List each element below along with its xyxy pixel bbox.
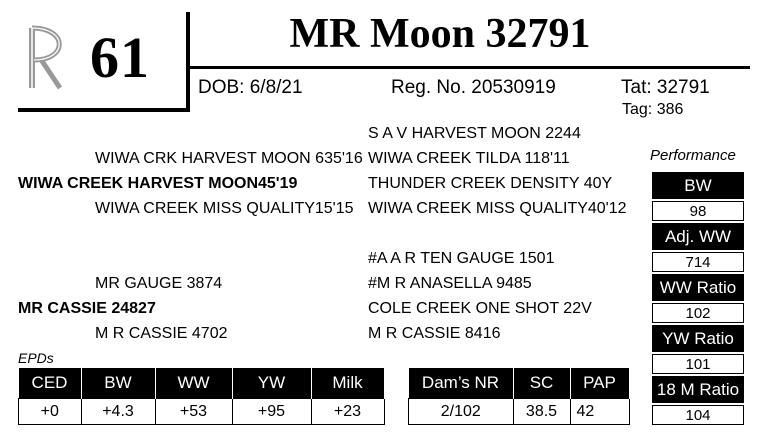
pedigree-dam-dam: M R CASSIE 4702 [95,325,228,342]
pedigree-dam-sire-sire: #A A R TEN GAUGE 1501 [368,250,555,267]
epd-value-ww: +53 [155,399,232,425]
pedigree-dam-sire-dam: #M R ANASELLA 9485 [368,275,532,292]
title-divider [190,66,750,69]
pedigree-sire-sire: WIWA CRK HARVEST MOON 635'16 [95,150,363,167]
pedigree-sire-dam-dam: WIWA CREEK MISS QUALITY40'12 [368,200,627,217]
dam-value-sc: 38.5 [513,399,570,425]
performance-heading: Performance [650,147,736,164]
perf-label-18m-ratio: 18 M Ratio [652,376,744,403]
pedigree-sire-dam-sire: THUNDER CREEK DENSITY 40Y [368,175,613,192]
epd-value-ced: +0 [19,399,82,425]
perf-value-adj-ww: 714 [652,252,744,272]
ranch-logo-icon [20,18,80,98]
perf-label-yw-ratio: YW Ratio [652,325,744,352]
dob-text: DOB: 6/8/21 [198,77,303,98]
pedigree-sire-dam: WIWA CREEK MISS QUALITY15'15 [95,200,354,217]
performance-panel [652,172,744,427]
epds-heading: EPDs [18,350,54,366]
perf-value-ww-ratio: 102 [652,303,744,323]
epd-header-ced: CED [19,368,82,399]
epd-header-milk: Milk [311,368,384,399]
epd-header-ww: WW [155,368,232,399]
dam-value-pap: 42 [570,399,629,425]
dam-stats-table [408,368,630,425]
perf-value-bw: 98 [652,201,744,221]
epd-value-yw: +95 [232,399,311,425]
tattoo-text: Tat: 32791 [621,77,710,98]
dam-header-nr: Dam’s NR [409,368,514,399]
pedigree-dam-sire: MR GAUGE 3874 [95,275,223,292]
pedigree-dam: MR CASSIE 24827 [18,300,156,317]
lot-number: 61 [90,25,150,90]
perf-value-18m-ratio: 104 [652,405,744,425]
epd-table [18,368,385,425]
perf-label-adj-ww: Adj. WW [652,223,744,250]
perf-value-yw-ratio: 101 [652,354,744,374]
dam-value-nr: 2/102 [409,399,514,425]
epd-header-bw: BW [81,368,155,399]
registration-number: Reg. No. 20530919 [391,77,556,98]
pedigree-sire-sire-sire: S A V HARVEST MOON 2244 [368,125,581,142]
epd-header-yw: YW [232,368,311,399]
dam-header-sc: SC [513,368,570,399]
epd-value-bw: +4.3 [81,399,155,425]
perf-label-bw: BW [652,172,744,199]
tag-text: Tag: 386 [622,101,684,118]
pedigree-dam-dam-dam: M R CASSIE 8416 [368,325,501,342]
pedigree-dam-dam-sire: COLE CREEK ONE SHOT 22V [368,300,592,317]
perf-label-ww-ratio: WW Ratio [652,274,744,301]
pedigree-sire-sire-dam: WIWA CREEK TILDA 118'11 [368,150,570,167]
pedigree-sire: WIWA CREEK HARVEST MOON45'19 [18,175,298,192]
lot-box [18,12,190,112]
dam-header-pap: PAP [570,368,629,399]
page-title: MR Moon 32791 [289,11,591,57]
epd-value-milk: +23 [311,399,384,425]
